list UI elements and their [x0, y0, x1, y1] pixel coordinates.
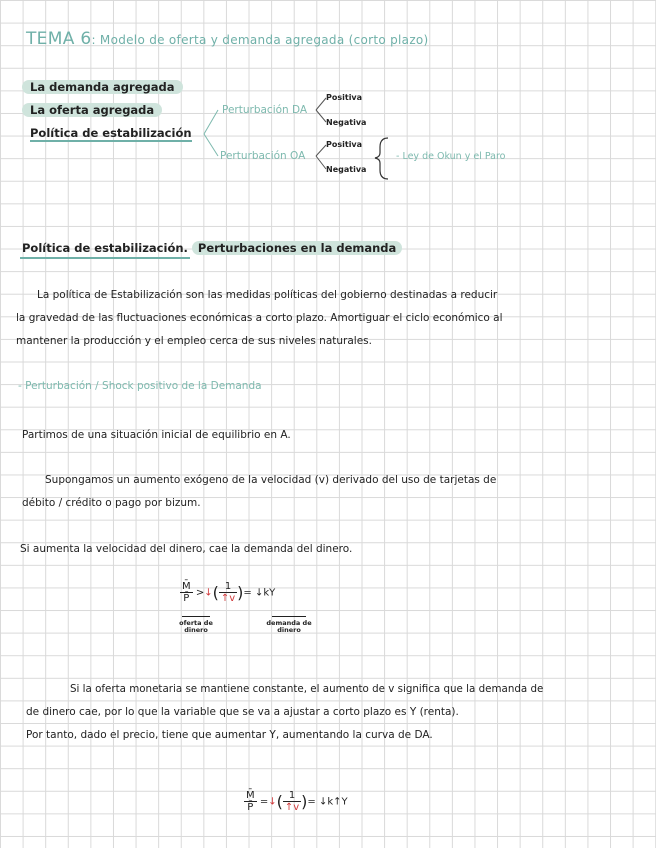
- section-heading-b: Perturbaciones en la demanda: [192, 241, 402, 255]
- eq2-inner-num: 1: [283, 790, 301, 802]
- oa-positiva: Positiva: [326, 140, 363, 149]
- okun-note-text: Ley de Okun y el Paro: [402, 151, 506, 162]
- curly-brace: [375, 138, 388, 179]
- suppose-line-2: débito / crédito o pago por bizum.: [22, 497, 201, 509]
- intro-line-1: La política de Estabilización son las medidas políticas del gobierno destinadas a reducir: [37, 289, 498, 301]
- eq2-num: M̄: [246, 790, 255, 801]
- eq2-arrow: ↓: [268, 796, 277, 808]
- eq1-left-bracket: [182, 616, 210, 617]
- eq1-right-bracket: [272, 616, 306, 617]
- connector-da-neg: [316, 110, 326, 122]
- eq2-op: =: [259, 796, 269, 808]
- eq1-inner-num: 1: [219, 581, 237, 593]
- section-heading: Política de estabilización. Perturbaciones en la demanda: [22, 241, 402, 255]
- title-sub: : Modelo de oferta y demanda agregada (corto plazo): [91, 33, 429, 47]
- okun-note: - Ley de Okun y el Paro: [396, 151, 506, 162]
- const-line-1: Si la oferta monetaria se mantiene constante, el aumento de v significa que la demanda de: [70, 683, 544, 695]
- oa-negativa: Negativa: [326, 165, 367, 174]
- eq1-inner-den: ↑v: [220, 593, 236, 604]
- eq1-num: M̄: [182, 581, 191, 592]
- eq2-rhs: = ↓k↑Y: [307, 796, 348, 808]
- outline-item-demanda: La demanda agregada: [22, 80, 183, 94]
- eq1-label-right: demanda de dinero: [266, 619, 312, 634]
- da-negativa: Negativa: [326, 118, 367, 127]
- equation-1: $\frac{M̄}{P̄}$ >↓( $\frac{1}{↑v}$ )= ↓kY: [182, 581, 276, 604]
- connector-da: [204, 110, 218, 134]
- connector-da-pos: [316, 98, 326, 110]
- shock-label: - Perturbación / Shock positivo de la Demanda: [18, 380, 262, 392]
- const-line-2: de dinero cae, por lo que la variable que se va a ajustar a corto plazo es Y (renta).: [26, 706, 459, 718]
- suppose-line-1: Supongamos un aumento exógeno de la velocidad (v) derivado del uso de tarjetas de: [45, 474, 497, 486]
- eq1-ms-fraction: [180, 581, 193, 604]
- equation-2: $\frac{M̄}{P̄}$ =↓( $\frac{1}{↑v}$ )= ↓k↑Y: [246, 790, 348, 813]
- eq1-rhs: = ↓kY: [243, 587, 276, 599]
- eq2-inner-fraction: [283, 790, 301, 813]
- branch-da: Perturbación DA: [222, 104, 308, 116]
- outline-item-politica: Política de estabilización: [30, 126, 192, 140]
- da-positiva: Positiva: [326, 93, 363, 102]
- intro-line-3: mantener la producción y el empleo cerca de sus niveles naturales.: [16, 335, 372, 347]
- start-text: Partimos de una situación inicial de equilibrio en A.: [22, 429, 291, 441]
- eq1-op: >: [195, 587, 205, 599]
- eq2-inner-den: ↑v: [284, 802, 300, 813]
- intro-line-2: la gravedad de las fluctuaciones económicas a corto plazo. Amortiguar el ciclo económico al: [16, 312, 503, 324]
- eq2-ms-fraction: [244, 790, 257, 813]
- eq1-arrow: ↓: [204, 587, 213, 599]
- const-line-3: Por tanto, dado el precio, tiene que aumentar Y, aumentando la curva de DA.: [26, 729, 433, 741]
- eq1-label-left: oferta de dinero: [179, 619, 213, 634]
- eq1-den: P̄: [183, 593, 190, 604]
- velocity-text: Si aumenta la velocidad del dinero, cae la demanda del dinero.: [20, 543, 353, 555]
- connector-oa: [204, 134, 218, 156]
- connector-oa-pos: [316, 145, 326, 156]
- branch-oa: Perturbación OA: [220, 150, 306, 162]
- outline-item-oferta: La oferta agregada: [22, 103, 162, 117]
- eq1-inner-fraction: [219, 581, 237, 604]
- section-heading-a: Política de estabilización: [22, 241, 184, 255]
- eq2-den: P̄: [247, 802, 254, 813]
- connector-oa-neg: [316, 156, 326, 169]
- title-main: TEMA 6: [26, 29, 92, 49]
